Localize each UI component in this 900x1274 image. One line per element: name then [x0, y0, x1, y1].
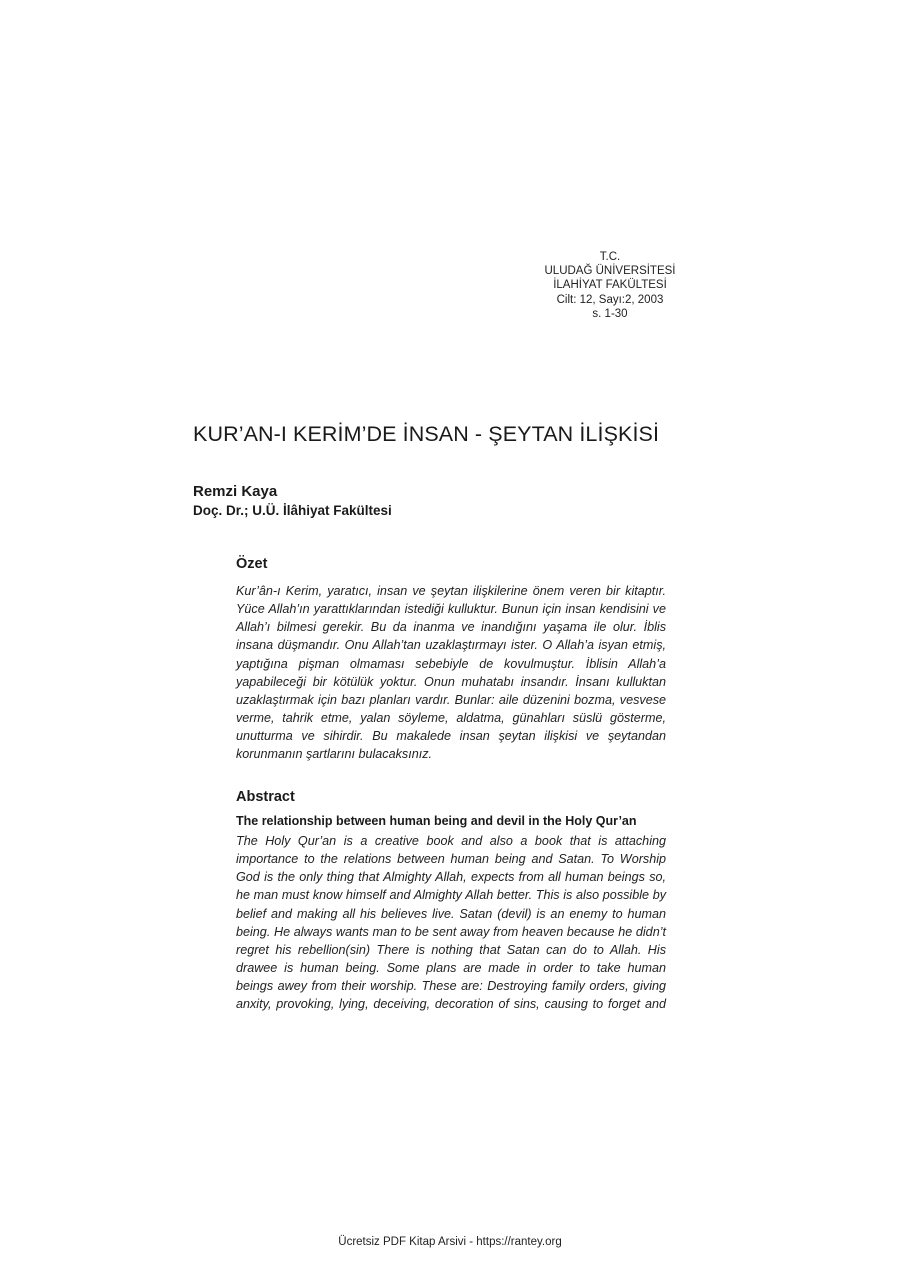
journal-line: Cilt: 12, Sayı:2, 2003 [556, 293, 664, 306]
article-title: KUR’AN-I KERİM’DE İNSAN - ŞEYTAN İLİŞKİSİ [193, 422, 660, 446]
journal-line: T.C. [599, 251, 621, 263]
ozet-text: Kur’ân-ı Kerim, yaratıcı, insan ve şeytan ilişkilerine önem veren bir kitaptır. Yüce Allah’ın yarattıklarından istediği kulluktur. Bunun için insan kendisini ve Allah’ı bilmesi gerekir. Bu da inanma ve inandığını yaşama ile olur. İblis insana düşmandır. Onu Allah’tan uzaklaştırmayı ister. O Allah’a isyan etmiş, yaptığına pişman olmaması sebebiyle de kovulmuştur. İblisin Allah’a yapabileceği bir kötülük yoktur. Onun muhatabı insandır. İnsanı kulluktan uzaklaştırmak için bazı planları vardır. Bunlar: aile düzenini bozma, vesvese verme, tahrik etme, yalan söyleme, aldatma, günahları süslü gösterme, unutturma ve sihirdir. Bu makalede insan şeytan ilişkisi ve şeytandan korunmanın şartlarını bulacaksınız. [236, 584, 666, 762]
abstract-section [236, 789, 666, 1014]
journal-line: İLAHİYAT FAKÜLTESİ [553, 279, 667, 292]
ozet-section [236, 556, 666, 764]
journal-line: ULUDAĞ ÜNİVERSİTESİ [544, 265, 676, 278]
abstract-subheading: The relationship between human being and devil in the Holy Qur’an [236, 814, 637, 828]
ozet-heading: Özet [236, 556, 268, 572]
journal-line: s. 1-30 [592, 307, 628, 320]
abstract-text: The Holy Qur’an is a creative book and also a book that is attaching importance to the relations between human being and Satan. To Worship God is the only thing that Almighty Allah, expects from all human beings so, he man must know himself and Almighty Allah better. This is also possible by belief and making all his believes live. Satan (devil) is an enemy to human being. He always wants man to be sent away from heaven because he didn’t regret his rebellion(sin) There is nothing that Satan can do to Allah. His drawee is human being. Some plans are made in order to take human beings awey from their worship. These are: Destroying family orders, giving anxity, provoking, lying, deceiving, decoration of sins, causing to forget and [236, 834, 666, 1012]
author-affiliation: Doç. Dr.; U.Ü. İlâhiyat Fakültesi [193, 503, 392, 518]
author-name: Remzi Kaya [193, 483, 278, 500]
footer: Ücretsiz PDF Kitap Arsivi - https://rantey.org [338, 1236, 562, 1248]
journal-info [528, 250, 692, 321]
abstract-heading: Abstract [236, 789, 295, 805]
